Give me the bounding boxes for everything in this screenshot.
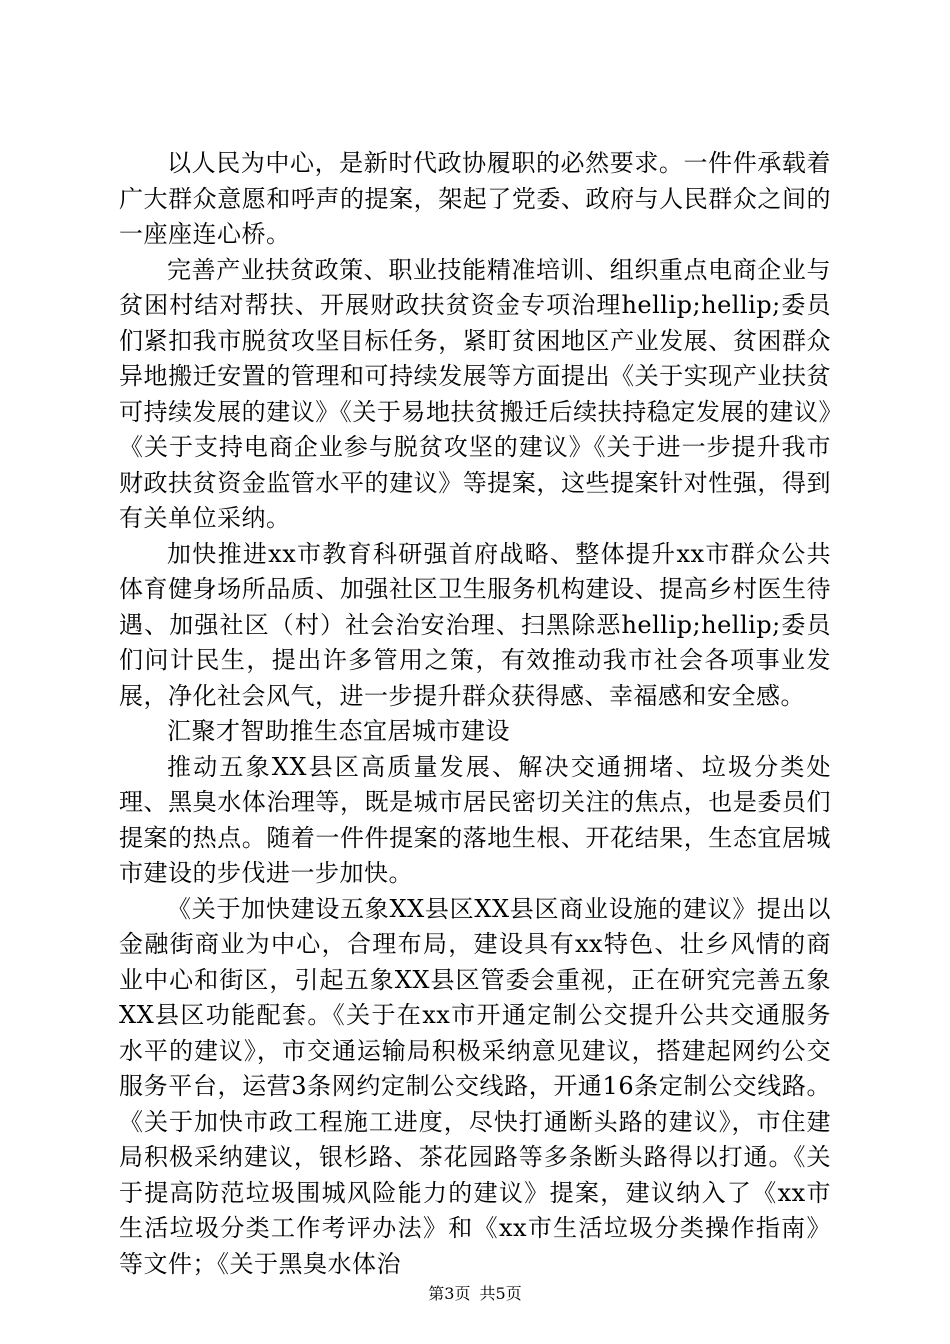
paragraph: 《关于加快建设五象XX县区XX县区商业设施的建议》提出以金融街商业为中心，合理布局，建设具有xx特色、壮乡风情的商业中心和街区，引起五象XX县区管委会重视，正在研究完善五象XX县区功能配套。《关于在xx市开通定制公交提升公共交通服务水平的建议》，市交通运输局积极采纳意见建议，搭建起网约公交服务平台，运营3条网约定制公交线路，开通16条定制公交线路。《关于加快市政工程施工进度，尽快打通断头路的建议》，市住建局积极采纳建议，银杉路、茶花园路等多条断头路得以打通。《关于提高防范垃圾围城风险能力的建议》提案，建议纳入了《xx市生活垃圾分类工作考评办法》和《xx市生活垃圾分类操作指南》等文件；《关于黑臭水体治: [119, 894, 831, 1278]
section-heading: 汇聚才智助推生态宜居城市建设: [167, 717, 510, 745]
paragraph: 加快推进xx市教育科研强首府战略、整体提升xx市群众公共体育健身场所品质、加强社区卫生服务机构建设、提高乡村医生待遇、加强社区（村）社会治安治理、扫黑除恶hellip;hellip;委员们问计民生，提出许多管用之策，有效推动我市社会各项事业发展，净化社会风气，进一步提升群众获得感、幸福感和安全感。: [119, 539, 831, 710]
paragraph: 完善产业扶贫政策、职业技能精准培训、组织重点电商企业与贫困村结对帮扶、开展财政扶贫资金专项治理hellip;hellip;委员们紧扣我市脱贫攻坚目标任务，紧盯贫困地区产业发展、贫困群众异地搬迁安置的管理和可持续发展等方面提出《关于实现产业扶贫可持续发展的建议》《关于易地扶贫搬迁后续扶持稳定发展的建议》《关于支持电商企业参与脱贫攻坚的建议》《关于进一步提升我市财政扶贫资金监管水平的建议》等提案，这些提案针对性强，得到有关单位采纳。: [119, 255, 831, 532]
page-number-current: 第3页: [428, 1284, 471, 1303]
paragraph: 推动五象XX县区高质量发展、解决交通拥堵、垃圾分类处理、黑臭水体治理等，既是城市居民密切关注的焦点，也是委员们提案的热点。随着一件件提案的落地生根、开花结果，生态宜居城市建设的步伐进一步加快。: [119, 752, 831, 887]
page-number-total: 共5页: [479, 1284, 522, 1303]
document-body: [119, 146, 831, 1282]
paragraph: 以人民为中心，是新时代政协履职的必然要求。一件件承载着广大群众意愿和呼声的提案，架起了党委、政府与人民群众之间的一座座连心桥。: [119, 149, 831, 248]
page-footer: [0, 1284, 950, 1304]
